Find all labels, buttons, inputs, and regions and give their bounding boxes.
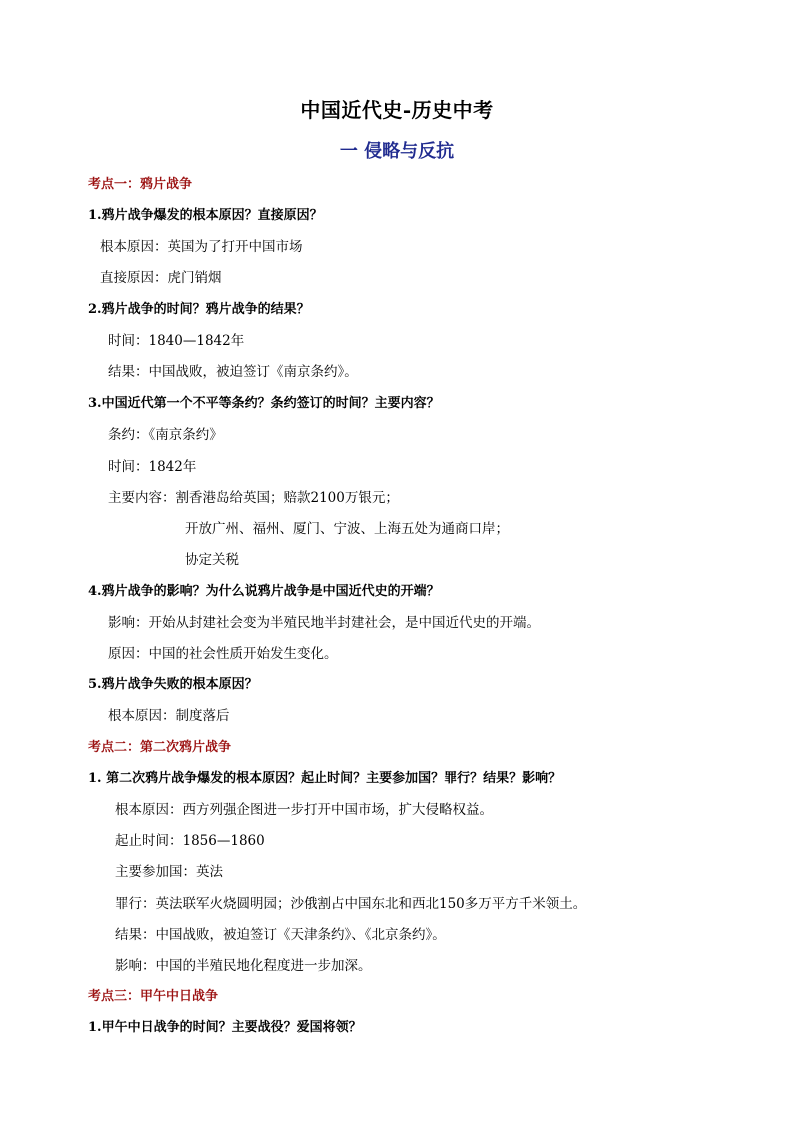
answer-1-3-b: 时间：1842年 (108, 459, 197, 475)
answer-1-1-b: 直接原因：虎门销烟 (100, 270, 222, 286)
answer-1-3-e: 协定关税 (185, 552, 239, 568)
answer-1-2-b: 结果：中国战败，被迫签订《南京条约》。 (108, 364, 358, 380)
answer-1-2-a: 时间：1840—1842年 (108, 333, 245, 349)
question-2-1: 1. 第二次鸦片战争爆发的根本原因？起止时间？主要参加国？罪行？结果？影响？ (88, 771, 562, 786)
answer-1-3-a: 条约：《南京条约》 (108, 427, 223, 443)
answer-2-1-e: 结果：中国战败，被迫签订《天津条约》、《北京条约》。 (115, 927, 446, 943)
answer-2-1-f: 影响：中国的半殖民地化程度进一步加深。 (115, 958, 372, 974)
answer-2-1-b: 起止时间：1856—1860 (115, 833, 265, 849)
answer-1-4-a: 影响：开始从封建社会变为半殖民地半封建社会，是中国近代史的开端。 (108, 615, 540, 631)
answer-1-4-b: 原因：中国的社会性质开始发生变化。 (108, 646, 338, 662)
section-heading-3: 考点三：甲午中日战争 (88, 989, 219, 1004)
answer-1-5-a: 根本原因：制度落后 (108, 708, 230, 724)
answer-1-3-d: 开放广州、福州、厦门、宁波、上海五处为通商口岸； (185, 521, 509, 537)
question-1-5: 5.鸦片战争失败的根本原因？ (88, 677, 258, 692)
section-heading-2: 考点二：第二次鸦片战争 (88, 740, 232, 755)
document-title: 中国近代史-历史中考 (300, 98, 494, 122)
answer-2-1-c: 主要参加国：英法 (115, 864, 223, 880)
answer-1-3-c: 主要内容：割香港岛给英国；赔款2100万银元； (108, 490, 399, 506)
section-heading-1: 考点一：鸦片战争 (88, 177, 193, 192)
answer-2-1-a: 根本原因：西方列强企图进一步打开中国市场，扩大侵略权益。 (115, 802, 493, 818)
answer-1-1-a: 根本原因：英国为了打开中国市场 (100, 239, 303, 255)
answer-2-1-d: 罪行：英法联军火烧圆明园；沙俄割占中国东北和西北150多万平方千米领土。 (115, 896, 587, 912)
question-1-2: 2.鸦片战争的时间？鸦片战争的结果？ (88, 302, 310, 317)
question-3-1: 1.甲午中日战争的时间？主要战役？爱国将领？ (88, 1020, 362, 1035)
question-1-3: 3.中国近代第一个不平等条约？条约签订的时间？主要内容？ (88, 396, 440, 411)
question-1-4: 4.鸦片战争的影响？为什么说鸦片战争是中国近代史的开端？ (88, 584, 440, 599)
question-1-1: 1.鸦片战争爆发的根本原因？直接原因？ (88, 208, 323, 223)
chapter-subtitle: 一 侵略与反抗 (339, 141, 455, 162)
